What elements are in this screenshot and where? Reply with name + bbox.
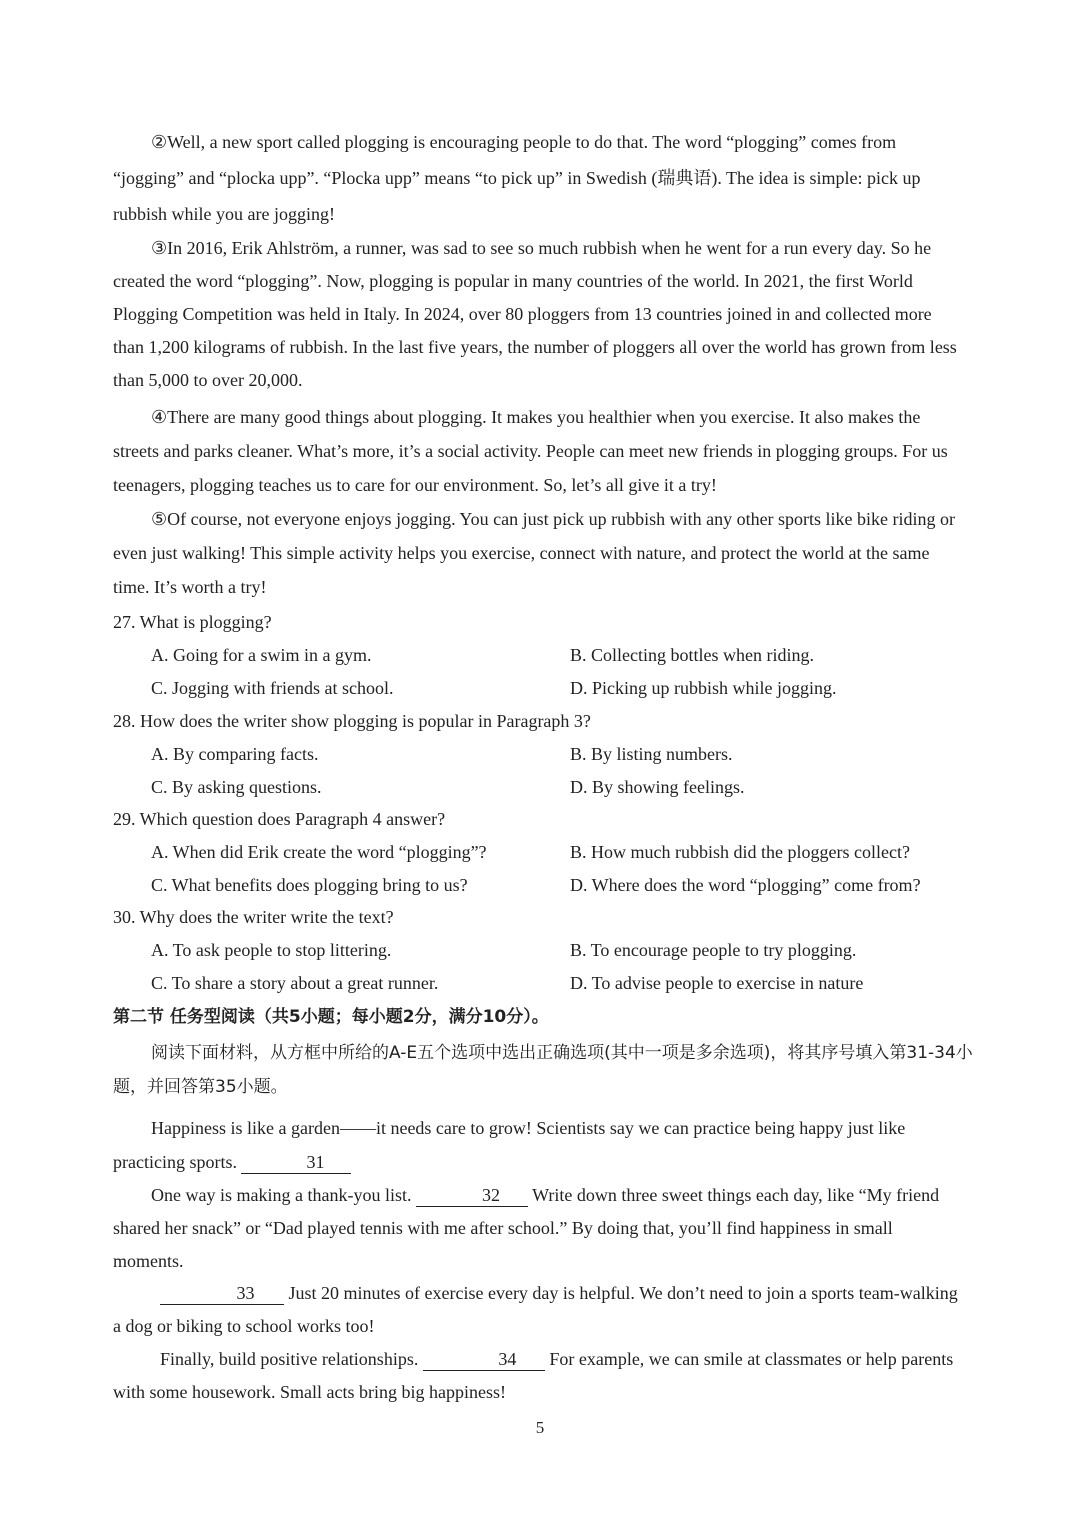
question-30-option-a: A. To ask people to stop littering.	[151, 940, 392, 960]
section-2-title: 第二节 任务型阅读（共5小题；每小题2分，满分10分）。	[113, 1007, 549, 1027]
passage-paragraph-3	[113, 232, 965, 397]
question-28-option-b: B. By listing numbers.	[570, 744, 733, 764]
section-2-instruction	[113, 1036, 973, 1104]
task-paragraph-1-text: Happiness is like a garden——it needs care to grow! Scientists say we can practice being happy just like practicing sports.	[113, 1118, 906, 1172]
task-paragraph-3	[113, 1277, 965, 1343]
question-28-option-c: C. By asking questions.	[151, 777, 322, 797]
blank-31[interactable]: 31	[241, 1151, 351, 1174]
question-27-option-d: D. Picking up rubbish while jogging.	[570, 678, 837, 698]
question-29-option-c: C. What benefits does plogging bring to us?	[151, 875, 468, 895]
question-28-option-d: D. By showing feelings.	[570, 777, 745, 797]
blank-33[interactable]: 33	[160, 1282, 284, 1305]
question-27-stem: 27. What is plogging?	[113, 612, 272, 632]
question-27-option-b: B. Collecting bottles when riding.	[570, 645, 814, 665]
question-29-option-a: A. When did Erik create the word “plogging”?	[151, 842, 487, 862]
question-29-option-b: B. How much rubbish did the ploggers collect?	[570, 842, 910, 862]
blank-34[interactable]: 34	[423, 1348, 545, 1371]
task-paragraph-3-content	[113, 1277, 965, 1343]
question-29-stem: 29. Which question does Paragraph 4 answer?	[113, 809, 446, 829]
task-paragraph-2	[113, 1179, 965, 1278]
question-30-option-b: B. To encourage people to try plogging.	[570, 940, 857, 960]
task-paragraph-4-lead: Finally, build positive relationships.	[160, 1349, 419, 1369]
task-paragraph-2-rest: Write down three sweet things each day, like “My friend shared her snack” or “Dad played tennis with me after school.” By doing that, you’ll find happiness in small moments.	[113, 1185, 940, 1271]
blank-32[interactable]: 32	[416, 1184, 528, 1207]
question-30-stem: 30. Why does the writer write the text?	[113, 907, 394, 927]
passage-paragraph-2	[113, 124, 965, 232]
task-paragraph-3-rest: Just 20 minutes of exercise every day is helpful. We don’t need to join a sports team-walking a dog or biking to school works too!	[113, 1283, 958, 1336]
question-28-stem: 28. How does the writer show plogging is popular in Paragraph 3?	[113, 711, 591, 731]
question-27-option-a: A. Going for a swim in a gym.	[151, 645, 372, 665]
task-paragraph-4-content	[113, 1343, 965, 1409]
paragraph-3-text: ③In 2016, Erik Ahlström, a runner, was sad to see so much rubbish when he went for a run every day. So he created the word “plogging”. Now, plogging is popular in many countries of the world. In 2021, the first World Plogging Competition was held in Italy. In 2024, over 80 ploggers from 13 countries joined in and collected more than 1,200 kilograms of rubbish. In the last five years, the number of ploggers all over the world has grown from less than 5,000 to over 20,000.	[113, 238, 957, 390]
passage-paragraph-5	[113, 502, 965, 604]
passage-paragraph-4	[113, 400, 965, 502]
paragraph-2-text: ②Well, a new sport called plogging is encouraging people to do that. The word “plogging” comes from “jogging” and “plocka upp”. “Plocka upp” means “to pick up” in Swedish (瑞典语). The idea is simple: pick up rubbish while you are jogging!	[113, 132, 921, 224]
task-paragraph-4-rest: For example, we can smile at classmates or help parents with some housework. Small acts bring big happiness!	[113, 1349, 954, 1402]
page-number: 5	[535, 1418, 545, 1437]
task-paragraph-1-content	[113, 1111, 965, 1179]
section-2-instruction-text: 阅读下面材料，从方框中所给的A-E五个选项中选出正确选项(其中一项是多余选项)，将其序号填入第31-34小题，并回答第35小题。	[113, 1043, 973, 1097]
question-28-option-a: A. By comparing facts.	[151, 744, 319, 764]
task-paragraph-2-content	[113, 1179, 965, 1278]
task-paragraph-1	[113, 1111, 965, 1179]
question-27-option-c: C. Jogging with friends at school.	[151, 678, 394, 698]
paragraph-4-text: ④There are many good things about plogging. It makes you healthier when you exercise. It also makes the streets and parks cleaner. What’s more, it’s a social activity. People can meet new friends in plogging groups. For us teenagers, plogging teaches us to care for our environment. So, let’s all give it a try!	[113, 407, 948, 495]
task-paragraph-2-lead: One way is making a thank-you list.	[151, 1185, 412, 1205]
question-29-option-d: D. Where does the word “plogging” come from?	[570, 875, 921, 895]
paragraph-5-text: ⑤Of course, not everyone enjoys jogging. You can just pick up rubbish with any other sports like bike riding or even just walking! This simple activity helps you exercise, connect with nature, and protect the world at the same time. It’s worth a try!	[113, 509, 956, 597]
question-30-option-c: C. To share a story about a great runner.	[151, 973, 439, 993]
task-paragraph-4	[113, 1343, 965, 1409]
question-30-option-d: D. To advise people to exercise in nature	[570, 973, 864, 993]
